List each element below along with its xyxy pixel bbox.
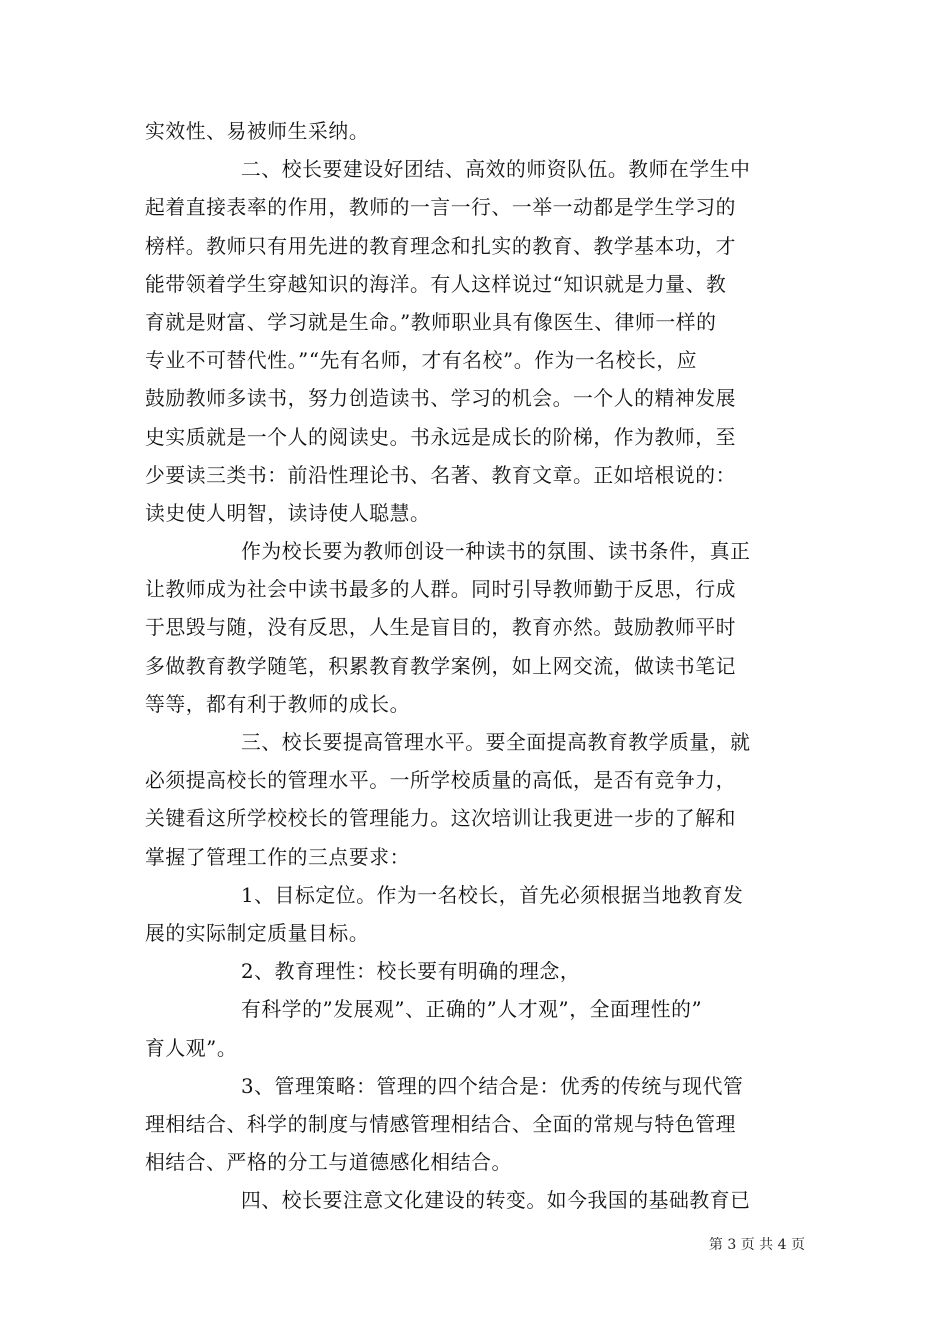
text-line: 读史使人明智，读诗使人聪慧。 [145, 501, 431, 525]
page-number-footer: 第 3 页 共 4 页 [708, 1237, 805, 1253]
text-line: 实效性、易被师生采纳。 [145, 120, 370, 143]
text-line: 鼓励教师多读书，努力创造读书、学习的机会。一个人的精神发展 [145, 387, 737, 411]
text-line: 二、校长要建设好团结、高效的师资队伍。教师在学生中 [241, 158, 751, 182]
text-line: 相结合、严格的分工与道德感化相结合。 [145, 1151, 512, 1175]
text-line: 作为校长要为教师创设一种读书的氛围、读书条件，真正 [241, 540, 751, 564]
text-line: 于思毁与随，没有反思，人生是盲目的，教育亦然。鼓励教师平时 [145, 616, 737, 640]
text-line: 让教师成为社会中读书最多的人群。同时引导教师勤于反思，行成 [145, 578, 737, 602]
text-line: 有科学的”发展观”、正确的”人才观”，全面理性的” [241, 998, 703, 1022]
text-line: 2、教育理性：校长要有明确的理念， [241, 960, 581, 984]
text-line: 1、目标定位。作为一名校长，首先必须根据当地教育发 [241, 883, 744, 907]
text-line: 三、校长要提高管理水平。要全面提高教育教学质量，就 [241, 731, 751, 754]
text-line: 史实质就是一个人的阅读史。书永远是成长的阶梯，作为教师，至 [145, 425, 737, 449]
document-body [145, 113, 810, 1220]
text-line: 育人观”。 [145, 1036, 238, 1060]
text-line: 能带领着学生穿越知识的海洋。有人这样说过“知识就是力量、教 [145, 272, 727, 296]
text-line: 起着直接表率的作用，教师的一言一行、一举一动都是学生学习的 [145, 196, 737, 220]
text-line: 3、管理策略：管理的四个结合是：优秀的传统与现代管 [241, 1074, 744, 1098]
text-line: 掌握了管理工作的三点要求： [145, 845, 410, 869]
text-line: 少要读三类书：前沿性理论书、名著、教育文章。正如培根说的： [145, 463, 737, 487]
text-line: 理相结合、科学的制度与情感管理相结合、全面的常规与特色管理 [145, 1112, 737, 1136]
text-line: 育就是财富、学习就是生命。”教师职业具有像医生、律师一样的 [145, 310, 717, 334]
text-line: 专业不可替代性。”“先有名师，才有名校”。作为一名校长，应 [145, 349, 698, 373]
text-line: 榜样。教师只有用先进的教育理念和扎实的教育、教学基本功，才 [145, 234, 737, 258]
text-line: 必须提高校长的管理水平。一所学校质量的高低，是否有竞争力， [145, 769, 737, 793]
text-line: 多做教育教学随笔，积累教育教学案例，如上网交流，做读书笔记 [145, 654, 737, 678]
text-line: 关键看这所学校校长的管理能力。这次培训让我更进一步的了解和 [145, 807, 737, 831]
text-line: 四、校长要注意文化建设的转变。如今我国的基础教育已 [241, 1189, 751, 1213]
text-line: 展的实际制定质量目标。 [145, 921, 370, 945]
text-line: 等等，都有利于教师的成长。 [145, 692, 410, 716]
